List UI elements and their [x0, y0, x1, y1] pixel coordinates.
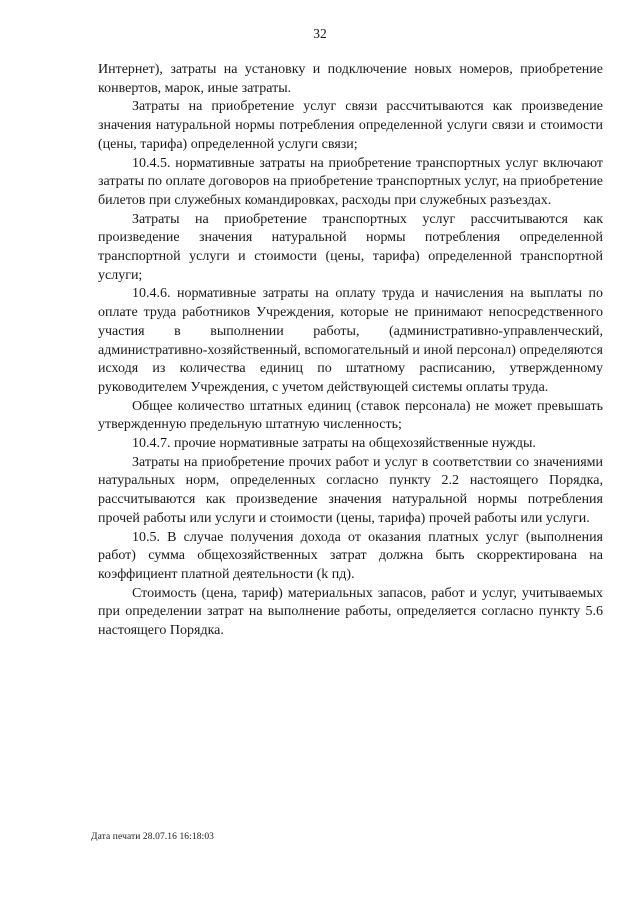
paragraph: 10.4.5. нормативные затраты на приобретение транспортных услуг включают затраты по оплате договоров на приобретение транспортных услуг, на приобретение билетов при служебных командировках, расходы при служебных разъездах.	[98, 155, 603, 208]
paragraph: 10.5. В случае получения дохода от оказания платных услуг (выполнения работ) сумма общехозяйственных затрат должна быть скорректирована на коэффициент платной деятельности (k пд).	[98, 529, 603, 582]
document-body	[98, 61, 603, 641]
page-number: 32	[313, 26, 327, 41]
paragraph: Общее количество штатных единиц (ставок персонала) не может превышать утвержденную предельную штатную численность;	[98, 398, 603, 433]
paragraph: Затраты на приобретение транспортных услуг рассчитываются как произведение значения натуральной нормы потребления определенной транспортной услуги и стоимости (цены, тарифа) определенной транспортной услуги;	[98, 211, 603, 283]
paragraph: Интернет), затраты на установку и подключение новых номеров, приобретение конвертов, марок, иные затраты.	[98, 62, 603, 96]
paragraph: 10.4.7. прочие нормативные затраты на общехозяйственные нужды.	[132, 436, 536, 452]
paragraph: Затраты на приобретение прочих работ и услуг в соответствии со значениями натуральных норм, определенных согласно пункту 2.2 настоящего Порядка, рассчитываются как произведение значения натуральной нормы потребления прочей работы или услуги и стоимости (цены, тарифа) прочей работы или услуги.	[98, 454, 603, 526]
paragraph: Затраты на приобретение услуг связи рассчитываются как произведение значения натуральной нормы потребления определенной услуги связи и стоимости (цены, тарифа) определенной услуги связи;	[98, 99, 603, 152]
print-date: Дата печати 28.07.16 16:18:03	[91, 832, 215, 842]
paragraph: Стоимость (цена, тариф) материальных запасов, работ и услуг, учитываемых при определении затрат на выполнение работы, определяется согласно пункту 5.6 настоящего Порядка.	[98, 585, 603, 639]
paragraph: 10.4.6. нормативные затраты на оплату труда и начисления на выплаты по оплате труда работников Учреждения, которые не принимают непосредственного участия в выполнении работы, (административно-управленческий, административно-хозяйственный, вспомогательный и иной персонал) определяются исходя из количества единиц по штатному расписанию, утвержденному руководителем Учреждения, с учетом действующей системы оплаты труда.	[98, 286, 603, 395]
